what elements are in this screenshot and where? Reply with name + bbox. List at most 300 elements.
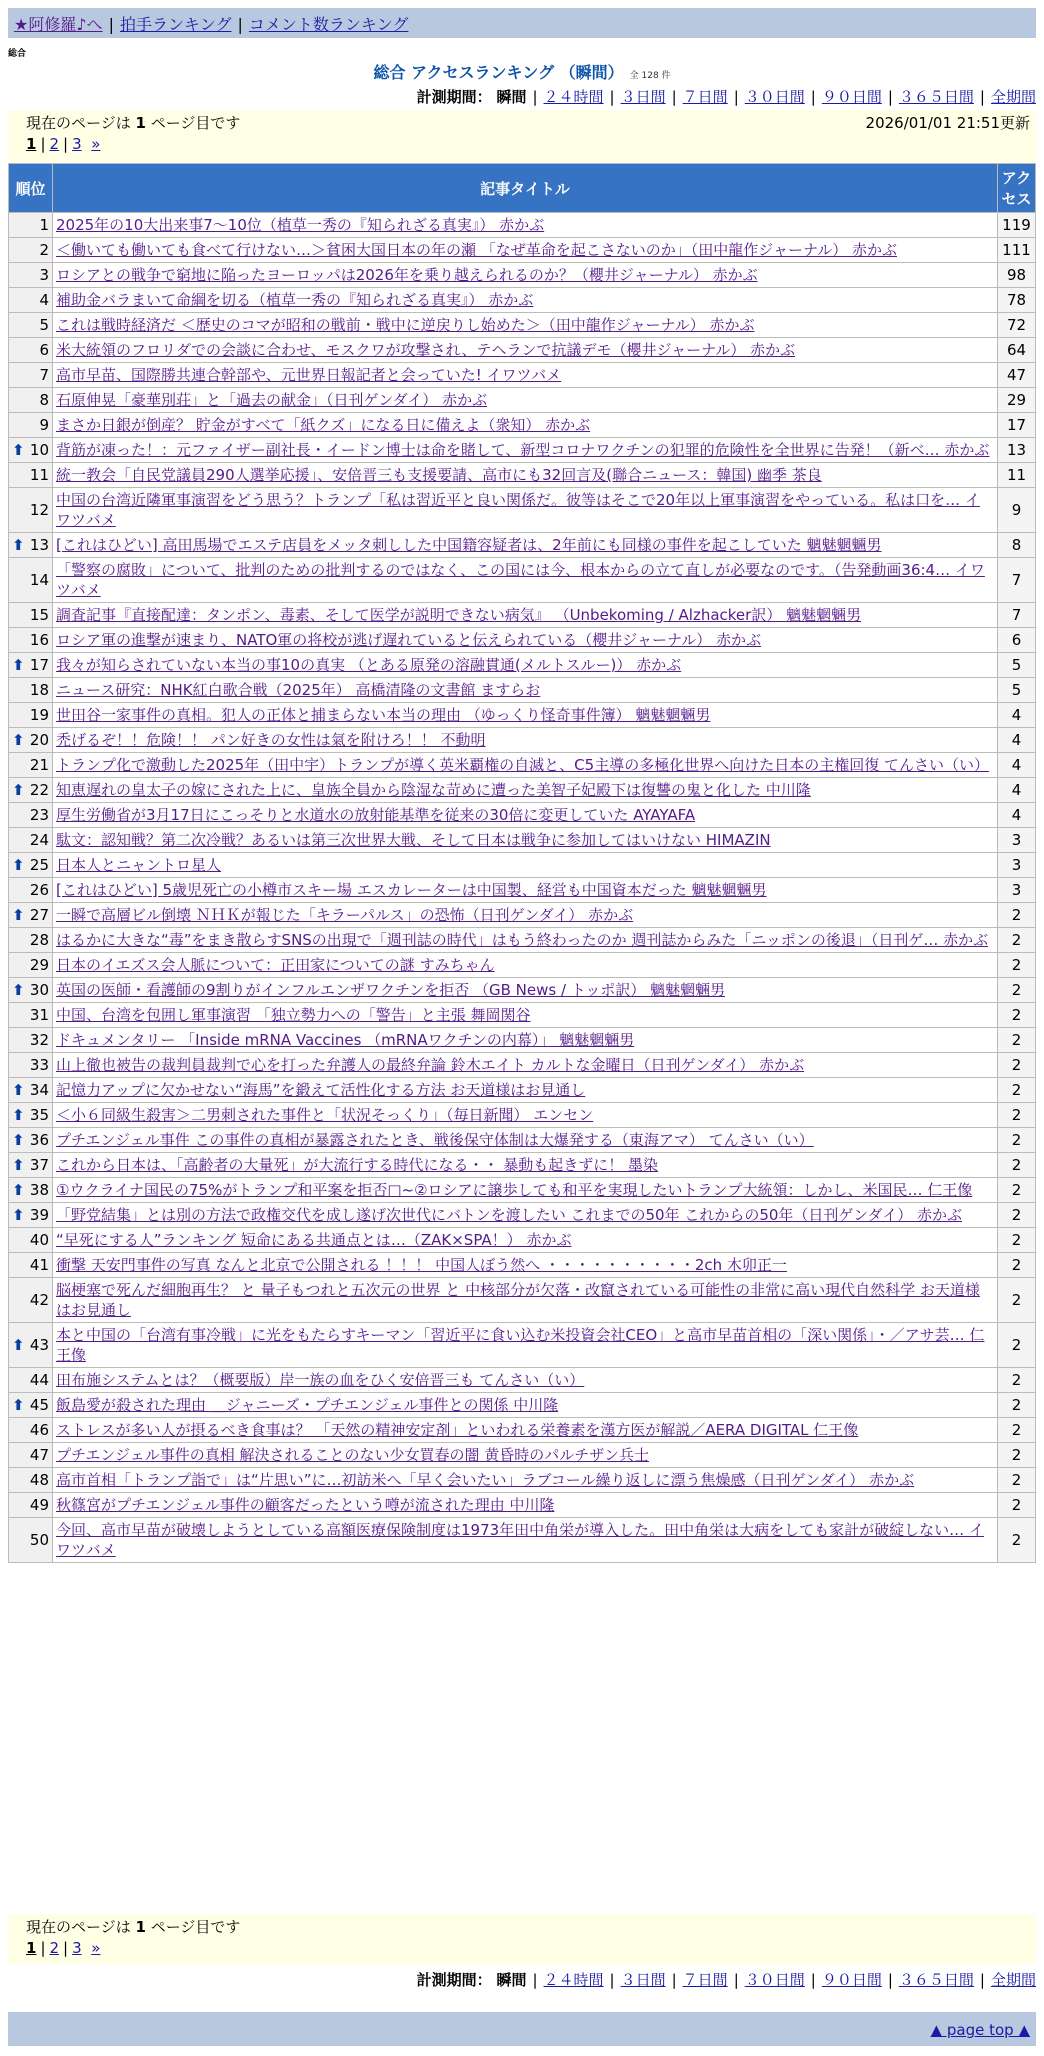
access-count: 2 bbox=[998, 1203, 1036, 1228]
article-link[interactable]: まさか日銀が倒産？ 貯金がすべて「紙クズ」になる日に備えよ（衆知） 赤かぶ bbox=[56, 416, 591, 434]
table-row bbox=[9, 1368, 1036, 1393]
article-link[interactable]: 我々が知らされていない本当の事10の真実 （とある原発の溶融貫通(メルトスルー)） 赤かぶ bbox=[56, 656, 682, 674]
rank-cell bbox=[9, 463, 53, 488]
article-link[interactable]: 秋篠宮がプチエンジェル事件の顧客だったという噂が流された理由 中川隆 bbox=[56, 1496, 555, 1514]
access-count: 2 bbox=[998, 1103, 1036, 1128]
title-cell bbox=[53, 1003, 998, 1028]
article-link[interactable]: 飯島愛が殺された理由 ＿ジャニーズ・プチエンジェル事件との関係 中川隆 bbox=[56, 1396, 559, 1414]
rank-cell bbox=[9, 803, 53, 828]
article-link[interactable]: 世田谷一家事件の真相。犯人の正体と捕まらない本当の理由 （ゆっくり怪奇事件簿） 魑魅魍魎男 bbox=[56, 706, 711, 724]
article-link[interactable]: 石原伸晃「豪華別荘」と「過去の献金」（日刊ゲンダイ） 赤かぶ bbox=[56, 391, 488, 409]
access-count: 64 bbox=[998, 338, 1036, 363]
table-row bbox=[9, 803, 1036, 828]
rank-cell bbox=[9, 1418, 53, 1443]
header-access: アクセス bbox=[998, 164, 1036, 213]
rank-cell bbox=[9, 1203, 53, 1228]
period-365d[interactable]: ３６５日間 bbox=[898, 1971, 974, 1989]
article-link[interactable]: 厚生労働省が3月17日にこっそりと水道水の放射能基準を従来の30倍に変更していた AYAYAFA bbox=[56, 806, 696, 824]
rank-number: 26 bbox=[29, 881, 49, 899]
rank-cell bbox=[9, 1393, 53, 1418]
rank-number: 47 bbox=[29, 1446, 49, 1464]
table-row bbox=[9, 728, 1036, 753]
article-link[interactable]: [これはひどい] 5歳児死亡の小樽市スキー場 エスカレーターは中国製、経営も中国資本だった 魑魅魍魎男 bbox=[56, 881, 767, 899]
table-row bbox=[9, 1443, 1036, 1468]
rank-number: 12 bbox=[29, 501, 49, 519]
rank-number: 42 bbox=[29, 1291, 49, 1309]
title-cell bbox=[53, 1228, 998, 1253]
access-count: 2 bbox=[998, 1393, 1036, 1418]
header-rank: 順位 bbox=[9, 164, 53, 213]
rank-cell bbox=[9, 628, 53, 653]
pager-current: 1 bbox=[26, 1939, 37, 1957]
access-count: 8 bbox=[998, 533, 1036, 558]
rank-number: 21 bbox=[29, 756, 49, 774]
page-top-link[interactable]: ▲ page top ▲ bbox=[930, 2021, 1030, 2039]
clap-ranking-link[interactable]: 拍手ランキング bbox=[119, 15, 232, 34]
access-count: 4 bbox=[998, 778, 1036, 803]
title-cell bbox=[53, 1418, 998, 1443]
rank-up-arrow-icon: ⬆ bbox=[12, 981, 25, 999]
rank-up-arrow-icon: ⬆ bbox=[12, 1081, 25, 1099]
title-cell bbox=[53, 1393, 998, 1418]
article-link[interactable]: 衝撃 天安門事件の写真 なんと北京で公開される ！！！ 中国人ぼう然へ ・・・・・・・・・・2ch 木卯正一 bbox=[56, 1256, 787, 1274]
table-row bbox=[9, 903, 1036, 928]
title-cell bbox=[53, 313, 998, 338]
table-row bbox=[9, 603, 1036, 628]
title-cell bbox=[53, 653, 998, 678]
table-row bbox=[9, 238, 1036, 263]
title-cell bbox=[53, 1518, 998, 1563]
rank-number: 33 bbox=[29, 1056, 49, 1074]
pager-page-2[interactable]: 2 bbox=[49, 135, 60, 153]
article-link[interactable]: 山上徹也被告の裁判員裁判で心を打った弁護人の最終弁論 鈴木エイト カルトな金曜日（日刊ゲンダイ） 赤かぶ bbox=[56, 1056, 805, 1074]
rank-cell bbox=[9, 1468, 53, 1493]
access-count: 17 bbox=[998, 413, 1036, 438]
rank-number: 45 bbox=[29, 1396, 49, 1414]
title-cell bbox=[53, 1443, 998, 1468]
table-row bbox=[9, 703, 1036, 728]
rank-up-arrow-icon: ⬆ bbox=[12, 1181, 25, 1199]
table-row bbox=[9, 653, 1036, 678]
title-cell bbox=[53, 413, 998, 438]
access-count: 2 bbox=[998, 1228, 1036, 1253]
title-cell bbox=[53, 703, 998, 728]
period-30d[interactable]: ３０日間 bbox=[744, 1971, 805, 1989]
title-cell bbox=[53, 928, 998, 953]
rank-cell bbox=[9, 1103, 53, 1128]
title-cell bbox=[53, 1468, 998, 1493]
rank-number: 23 bbox=[29, 806, 49, 824]
rank-cell bbox=[9, 678, 53, 703]
table-row bbox=[9, 828, 1036, 853]
rank-cell bbox=[9, 603, 53, 628]
table-row bbox=[9, 413, 1036, 438]
access-count: 111 bbox=[998, 238, 1036, 263]
article-link[interactable]: “早死にする人”ランキング 短命にある共通点とは…（ZAK×SPA！） 赤かぶ bbox=[56, 1231, 572, 1249]
article-link[interactable]: 田布施システムとは？（概要版）岸一族の血をひく安倍晋三も てんさい（い） bbox=[56, 1371, 585, 1389]
rank-cell bbox=[9, 978, 53, 1003]
rank-cell bbox=[9, 238, 53, 263]
access-count: 2 bbox=[998, 1078, 1036, 1103]
rank-cell bbox=[9, 928, 53, 953]
page-info-bottom: 現在のページは 1 ページ目です 1 | 2 | 3 » bbox=[8, 1914, 1036, 1964]
rank-cell bbox=[9, 213, 53, 238]
rank-cell bbox=[9, 558, 53, 603]
title-cell bbox=[53, 238, 998, 263]
rank-number: 27 bbox=[29, 906, 49, 924]
rank-number: 11 bbox=[29, 466, 49, 484]
title-cell bbox=[53, 1323, 998, 1368]
title-cell bbox=[53, 558, 998, 603]
period-3d[interactable]: ３日間 bbox=[620, 88, 666, 106]
title-text: 総合 アクセスランキング （瞬間） bbox=[373, 63, 624, 82]
pager-current: 1 bbox=[26, 135, 37, 153]
rank-number: 17 bbox=[29, 656, 49, 674]
rank-cell bbox=[9, 703, 53, 728]
category-label: 総合 bbox=[8, 49, 27, 59]
table-row bbox=[9, 388, 1036, 413]
access-count: 2 bbox=[998, 1003, 1036, 1028]
rank-number: 6 bbox=[39, 341, 49, 359]
article-link[interactable]: 記憶力アップに欠かせない“海馬”を鍛えて活性化する方法 お天道様はお見通し bbox=[56, 1081, 586, 1099]
article-link[interactable]: 統一教会「自民党議員290人選挙応援」、安倍晋三も支援要請、高市にも32回言及(聯合ニュース：韓国) 幽季 茶良 bbox=[56, 466, 822, 484]
rank-cell bbox=[9, 1368, 53, 1393]
article-link[interactable]: 英国の医師・看護師の9割りがインフルエンザワクチンを拒否 （GB News / トッポ訳） 魑魅魍魎男 bbox=[56, 981, 726, 999]
title-cell bbox=[53, 263, 998, 288]
rank-cell bbox=[9, 778, 53, 803]
period-30d[interactable]: ３０日間 bbox=[744, 88, 805, 106]
table-row bbox=[9, 438, 1036, 463]
table-row bbox=[9, 1103, 1036, 1128]
article-link[interactable]: ドキュメンタリー 「Inside mRNA Vaccines （mRNAワクチンの内幕）」 魑魅魍魎男 bbox=[56, 1031, 635, 1049]
table-row bbox=[9, 213, 1036, 238]
access-count: 9 bbox=[998, 488, 1036, 533]
access-count: 4 bbox=[998, 728, 1036, 753]
rank-number: 43 bbox=[29, 1336, 49, 1354]
period-90d[interactable]: ９０日間 bbox=[821, 1971, 882, 1989]
table-row bbox=[9, 1493, 1036, 1518]
rank-up-arrow-icon: ⬆ bbox=[12, 1131, 25, 1149]
period-current: 瞬間 bbox=[496, 88, 527, 106]
title-cell bbox=[53, 213, 998, 238]
table-row bbox=[9, 1253, 1036, 1278]
article-link[interactable]: 「警察の腐敗」について、批判のための批判するのではなく、この国には今、根本からの立て直しが必要なのです。（告発動画36:4… イワツバメ bbox=[56, 561, 985, 599]
rank-cell bbox=[9, 1323, 53, 1368]
access-count: 2 bbox=[998, 1028, 1036, 1053]
rank-number: 30 bbox=[29, 981, 49, 999]
rank-cell bbox=[9, 1253, 53, 1278]
article-link[interactable]: 中国、台湾を包囲し軍事演習 「独立勢力への「警告」と主張 舞岡関谷 bbox=[56, 1006, 531, 1024]
table-row bbox=[9, 1078, 1036, 1103]
article-link[interactable]: 今回、高市早苗が破壊しようとしている高額医療保険制度は1973年田中角栄が導入した。田中角栄は大病をしても家計が破綻しない… イワツバメ bbox=[56, 1521, 984, 1559]
period-selector-top: 計測期間： 瞬間 | ２４時間 | ３日間 | ７日間 | ３０日間 | ９０日間 | ３６５日間 | 全期間 bbox=[416, 88, 1036, 106]
rank-number: 2 bbox=[39, 241, 49, 259]
rank-cell bbox=[9, 1278, 53, 1323]
access-count: 2 bbox=[998, 1518, 1036, 1563]
table-row bbox=[9, 1393, 1036, 1418]
table-row bbox=[9, 853, 1036, 878]
period-90d[interactable]: ９０日間 bbox=[821, 88, 882, 106]
title-cell bbox=[53, 463, 998, 488]
period-365d[interactable]: ３６５日間 bbox=[898, 88, 974, 106]
table-row bbox=[9, 1028, 1036, 1053]
title-cell bbox=[53, 628, 998, 653]
rank-number: 46 bbox=[29, 1421, 49, 1439]
table-row bbox=[9, 1278, 1036, 1323]
rank-number: 32 bbox=[29, 1031, 49, 1049]
rank-cell bbox=[9, 388, 53, 413]
title-cell bbox=[53, 1203, 998, 1228]
access-count: 2 bbox=[998, 1368, 1036, 1393]
article-link[interactable]: これから日本は、「高齢者の大量死」が大流行する時代になる・・ 暴動も起きずに！ 墨染 bbox=[56, 1156, 659, 1174]
table-row bbox=[9, 1053, 1036, 1078]
article-link[interactable]: [これはひどい] 高田馬場でエステ店員をメッタ刺しした中国籍容疑者は、2年前にも同様の事件を起こしていた 魑魅魍魎男 bbox=[56, 536, 882, 554]
rank-cell bbox=[9, 1003, 53, 1028]
article-link[interactable]: トランプ化で激動した2025年（田中宇）トランプが導く英米覇権の自滅と、C5主導の多極化世界へ向けた日本の主権回復 てんさい（い） bbox=[56, 756, 989, 774]
pager-page-3[interactable]: 3 bbox=[72, 135, 82, 153]
access-count: 2 bbox=[998, 1153, 1036, 1178]
rank-cell bbox=[9, 338, 53, 363]
period-7d[interactable]: ７日間 bbox=[682, 88, 728, 106]
rank-cell bbox=[9, 263, 53, 288]
table-row bbox=[9, 628, 1036, 653]
access-count: 4 bbox=[998, 753, 1036, 778]
rank-cell bbox=[9, 533, 53, 558]
access-count: 4 bbox=[998, 703, 1036, 728]
article-link[interactable]: ストレスが多い人が摂るべき食事は？ 「天然の精神安定剤」といわれる栄養素を漢方医が解説／AERA DIGITAL 仁王像 bbox=[56, 1421, 859, 1439]
access-count: 4 bbox=[998, 803, 1036, 828]
access-count: 5 bbox=[998, 653, 1036, 678]
article-link[interactable]: ①ウクライナ国民の75%がトランプ和平案を拒否□~②ロシアに譲歩しても和平を実現したいトランプ大統領：しかし、米国民… 仁王像 bbox=[56, 1181, 973, 1199]
period-24h[interactable]: ２４時間 bbox=[543, 1971, 604, 1989]
rank-number: 50 bbox=[29, 1531, 49, 1549]
access-count: 2 bbox=[998, 1323, 1036, 1368]
rank-cell bbox=[9, 853, 53, 878]
access-count: 2 bbox=[998, 903, 1036, 928]
article-link[interactable]: 本と中国の「台湾有事冷戦」に光をもたらすキーマン「習近平に食い込む米投資会社CEO」と高市早苗首相の「深い関係」・／アサ芸… 仁王像 bbox=[56, 1326, 985, 1364]
title-cell bbox=[53, 288, 998, 313]
article-link[interactable]: ロシア軍の進撃が速まり、NATO軍の将校が逃げ遅れていると伝えられている（櫻井ジャーナル） 赤かぶ bbox=[56, 631, 762, 649]
rank-up-arrow-icon: ⬆ bbox=[12, 781, 25, 799]
rank-cell bbox=[9, 288, 53, 313]
article-link[interactable]: 補助金バラまいて命綱を切る（植草一秀の『知られざる真実』） 赤かぶ bbox=[56, 291, 534, 309]
period-7d[interactable]: ７日間 bbox=[682, 1971, 728, 1989]
table-row bbox=[9, 338, 1036, 363]
rank-cell bbox=[9, 1028, 53, 1053]
rank-up-arrow-icon: ⬆ bbox=[12, 731, 25, 749]
article-link[interactable]: ＜働いても働いても食べて行けない…＞貧困大国日本の年の瀬 「なぜ革命を起こさないのか」（田中龍作ジャーナル） 赤かぶ bbox=[56, 241, 897, 259]
rank-up-arrow-icon: ⬆ bbox=[12, 1106, 25, 1124]
rank-number: 31 bbox=[29, 1006, 49, 1024]
access-count: 78 bbox=[998, 288, 1036, 313]
title-cell bbox=[53, 1153, 998, 1178]
table-row bbox=[9, 678, 1036, 703]
article-link[interactable]: 「野党結集」とは別の方法で政権交代を成し遂げ次世代にバトンを渡したい これまでの50年 これからの50年（日刊ゲンダイ） 赤かぶ bbox=[56, 1206, 962, 1224]
article-link[interactable]: 高市首相「トランプ詣で」は“片思い”に…初訪米へ「早く会いたい」ラブコール繰り返しに漂う焦燥感（日刊ゲンダイ） 赤かぶ bbox=[56, 1471, 915, 1489]
rank-up-arrow-icon: ⬆ bbox=[12, 1396, 25, 1414]
period-all[interactable]: 全期間 bbox=[990, 88, 1036, 106]
pager-page-2[interactable]: 2 bbox=[49, 1939, 60, 1957]
rank-cell bbox=[9, 753, 53, 778]
access-count: 29 bbox=[998, 388, 1036, 413]
rank-number: 1 bbox=[39, 216, 49, 234]
access-count: 7 bbox=[998, 603, 1036, 628]
page-title bbox=[0, 60, 1044, 83]
rank-number: 29 bbox=[29, 956, 49, 974]
title-cell bbox=[53, 1053, 998, 1078]
access-count: 2 bbox=[998, 978, 1036, 1003]
comment-ranking-link[interactable]: コメント数ランキング bbox=[248, 15, 409, 34]
pager-next[interactable]: » bbox=[91, 1939, 101, 1957]
rank-number: 22 bbox=[29, 781, 49, 799]
article-link[interactable]: プチエンジェル事件の真相 解決されることのない少女買春の闇 黄昏時のパルチザン兵士 bbox=[56, 1446, 649, 1464]
title-cell bbox=[53, 978, 998, 1003]
article-link[interactable]: プチエンジェル事件 この事件の真相が暴露されたとき、戦後保守体制は大爆発する（東海アマ） てんさい（い） bbox=[56, 1131, 814, 1149]
title-cell bbox=[53, 488, 998, 533]
title-cell bbox=[53, 853, 998, 878]
article-link[interactable]: 背筋が凍った！：元ファイザー副社長・イードン博士は命を賭して、新型コロナワクチンの犯罪的危険性を全世界に告発！（新ベ… 赤かぶ bbox=[56, 441, 990, 459]
rank-cell bbox=[9, 828, 53, 853]
rank-up-arrow-icon: ⬆ bbox=[12, 536, 25, 554]
title-cell bbox=[53, 1078, 998, 1103]
rank-cell bbox=[9, 1153, 53, 1178]
title-cell bbox=[53, 1028, 998, 1053]
table-row bbox=[9, 1128, 1036, 1153]
article-link[interactable]: ロシアとの戦争で窮地に陥ったヨーロッパは2026年を乗り越えられるのか？（櫻井ジャーナル） 赤かぶ bbox=[56, 266, 758, 284]
title-cell bbox=[53, 1103, 998, 1128]
title-cell bbox=[53, 903, 998, 928]
article-link[interactable]: 米大統領のフロリダでの会談に合わせ、モスクワが攻撃され、テヘランで抗議デモ（櫻井ジャーナル） 赤かぶ bbox=[56, 341, 796, 359]
rank-number: 15 bbox=[29, 606, 49, 624]
access-count: 2 bbox=[998, 1128, 1036, 1153]
table-row bbox=[9, 463, 1036, 488]
title-cell bbox=[53, 388, 998, 413]
rank-number: 13 bbox=[29, 536, 49, 554]
rank-up-arrow-icon: ⬆ bbox=[12, 441, 25, 459]
table-row bbox=[9, 363, 1036, 388]
access-count: 47 bbox=[998, 363, 1036, 388]
title-cell bbox=[53, 753, 998, 778]
access-count: 2 bbox=[998, 1493, 1036, 1518]
period-all[interactable]: 全期間 bbox=[990, 1971, 1036, 1989]
header-title: 記事タイトル bbox=[53, 164, 998, 213]
rank-number: 39 bbox=[29, 1206, 49, 1224]
table-row bbox=[9, 533, 1036, 558]
pager-page-3[interactable]: 3 bbox=[72, 1939, 82, 1957]
title-cell bbox=[53, 363, 998, 388]
article-link[interactable]: はるかに大きな“毒”をまき散らすSNSの出現で「週刊誌の時代」はもう終わったのか 週刊誌からみた「ニッポンの後退」（日刊ゲ… 赤かぶ bbox=[56, 931, 989, 949]
rank-cell bbox=[9, 1128, 53, 1153]
title-cell bbox=[53, 678, 998, 703]
rank-up-arrow-icon: ⬆ bbox=[12, 1206, 25, 1224]
rank-up-arrow-icon: ⬆ bbox=[12, 1336, 25, 1354]
table-row bbox=[9, 753, 1036, 778]
period-label: 計測期間： bbox=[416, 88, 492, 106]
rank-number: 10 bbox=[29, 441, 49, 459]
home-link[interactable]: ★阿修羅♪へ bbox=[14, 15, 103, 34]
rank-cell bbox=[9, 903, 53, 928]
access-count: 2 bbox=[998, 1253, 1036, 1278]
footer-bar bbox=[8, 2012, 1036, 2046]
rank-number: 44 bbox=[29, 1371, 49, 1389]
rank-cell bbox=[9, 1228, 53, 1253]
article-link[interactable]: 一瞬で高層ビル倒壊 ＮＨＫが報じた「キラーパルス」の恐怖（日刊ゲンダイ） 赤かぶ bbox=[56, 906, 634, 924]
article-link[interactable]: これは戦時経済だ ＜歴史のコマが昭和の戦前・戦中に逆戻りし始めた＞（田中龍作ジャーナル） 赤かぶ bbox=[56, 316, 755, 334]
title-cell bbox=[53, 603, 998, 628]
rank-number: 5 bbox=[39, 316, 49, 334]
article-link[interactable]: 高市早苗、国際勝共連合幹部や、元世界日報記者と会っていた! イワツバメ bbox=[56, 366, 562, 384]
table-row bbox=[9, 778, 1036, 803]
title-cell bbox=[53, 778, 998, 803]
table-row bbox=[9, 1178, 1036, 1203]
title-cell bbox=[53, 803, 998, 828]
title-cell bbox=[53, 533, 998, 558]
access-count: 2 bbox=[998, 1278, 1036, 1323]
rank-number: 20 bbox=[29, 731, 49, 749]
page-info-top: 現在のページは 1 ページ目です 2026/01/01 21:51更新 1 | 2 | 3 » bbox=[8, 110, 1036, 162]
rank-cell bbox=[9, 878, 53, 903]
rank-number: 14 bbox=[29, 571, 49, 589]
table-row bbox=[9, 488, 1036, 533]
rank-number: 3 bbox=[39, 266, 49, 284]
title-cell bbox=[53, 878, 998, 903]
rank-cell bbox=[9, 413, 53, 438]
access-count: 11 bbox=[998, 463, 1036, 488]
pager-bottom: 1 | 2 | 3 » bbox=[26, 1939, 101, 1957]
article-link[interactable]: 中国の台湾近隣軍事演習をどう思う？トランプ「私は習近平と良い関係だ。彼等はそこで20年以上軍事演習をやっている。私は口を… イワツバメ bbox=[56, 491, 980, 529]
rank-cell bbox=[9, 1178, 53, 1203]
title-cell bbox=[53, 1493, 998, 1518]
rank-number: 28 bbox=[29, 931, 49, 949]
access-count: 6 bbox=[998, 628, 1036, 653]
access-count: 2 bbox=[998, 1468, 1036, 1493]
access-count: 7 bbox=[998, 558, 1036, 603]
table-row bbox=[9, 263, 1036, 288]
article-link[interactable]: 2025年の10大出来事7～10位（植草一秀の『知られざる真実』） 赤かぶ bbox=[56, 216, 545, 234]
table-row bbox=[9, 1228, 1036, 1253]
article-link[interactable]: 駄文：認知戦？第二次冷戦？あるいは第三次世界大戦、そして日本は戦争に参加してはいけない HIMAZIN bbox=[56, 831, 771, 849]
rank-number: 18 bbox=[29, 681, 49, 699]
pager-next[interactable]: » bbox=[91, 135, 101, 153]
period-selector-bottom: 計測期間： 瞬間 | ２４時間 | ３日間 | ７日間 | ３０日間 | ９０日間 | ３６５日間 | 全期間 bbox=[416, 1971, 1036, 1989]
article-link[interactable]: 日本人とニャントロ星人 bbox=[56, 856, 222, 874]
access-count: 2 bbox=[998, 1443, 1036, 1468]
period-24h[interactable]: ２４時間 bbox=[543, 88, 604, 106]
rank-number: 40 bbox=[29, 1231, 49, 1249]
rank-number: 7 bbox=[39, 366, 49, 384]
access-count: 72 bbox=[998, 313, 1036, 338]
period-3d[interactable]: ３日間 bbox=[620, 1971, 666, 1989]
article-link[interactable]: 日本のイエズス会人脈について：正田家についての謎 すみちゃん bbox=[56, 956, 495, 974]
access-count: 2 bbox=[998, 1418, 1036, 1443]
article-link[interactable]: ニュース研究：NHK紅白歌合戦（2025年） 高橋清隆の文書館 ますらお bbox=[56, 681, 541, 699]
table-row bbox=[9, 1323, 1036, 1368]
rank-cell bbox=[9, 1518, 53, 1563]
article-link[interactable]: ＜小６同級生殺害＞二男刺された事件と「状況そっくり」（毎日新聞） エンセン bbox=[56, 1106, 594, 1124]
article-link[interactable]: 調査記事『直接配達：タンポン、毒素、そして医学が説明できない病気』 （Unbekoming / Alzhacker訳） 魑魅魍魎男 bbox=[56, 606, 862, 624]
rank-cell bbox=[9, 488, 53, 533]
rank-cell bbox=[9, 1078, 53, 1103]
article-link[interactable]: 脳梗塞で死んだ細胞再生？ と 量子もつれと五次元の世界 と 中核部分が欠落・改竄されている可能性の非常に高い現代自然科学 お天道様はお見通し bbox=[56, 1281, 980, 1319]
pager-top: 1 | 2 | 3 » bbox=[26, 135, 101, 153]
rank-number: 24 bbox=[29, 831, 49, 849]
rank-cell bbox=[9, 728, 53, 753]
article-link[interactable]: 禿げるぞ！！危険！！ パン好きの女性は氣を附けろ！！ 不動明 bbox=[56, 731, 486, 749]
access-count: 3 bbox=[998, 878, 1036, 903]
article-link[interactable]: 知恵遅れの皇太子の嫁にされた上に、皇族全員から陰湿な苛めに遭った美智子妃殿下は復讐の鬼と化した 中川隆 bbox=[56, 781, 811, 799]
rank-number: 19 bbox=[29, 706, 49, 724]
rank-up-arrow-icon: ⬆ bbox=[12, 906, 25, 924]
